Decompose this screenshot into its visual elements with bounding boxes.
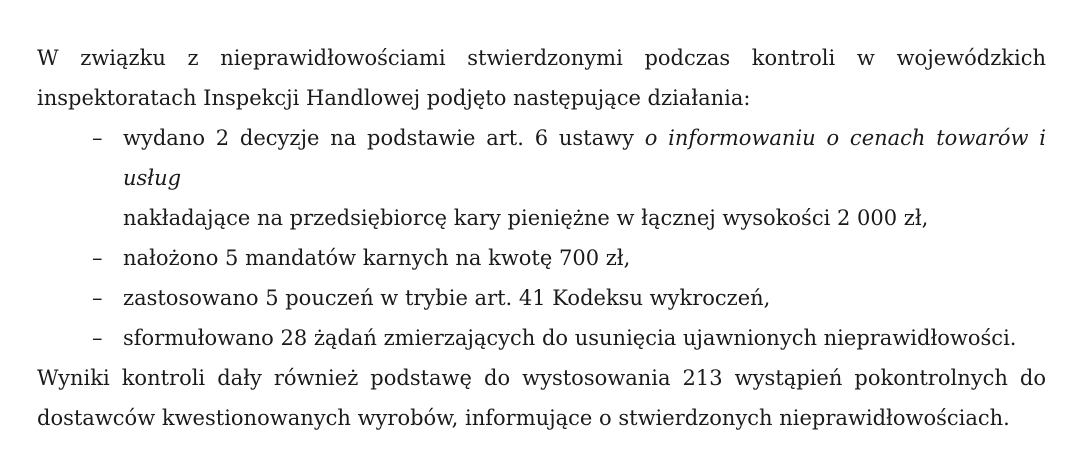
list-item-cautions-text: zastosowano 5 pouczeń w trybie art. 41 Kodeksu wykroczeń, [123,286,771,310]
intro-paragraph [37,38,1046,118]
list-item-demands-text: sformułowano 28 żądań zmierzających do usunięcia ujawnionych nieprawidłowości. [123,326,1017,350]
list-item-decisions [37,118,1046,238]
dash-bullet-icon: – [92,246,103,270]
list-item-decisions-text: wydano 2 decyzje na podstawie art. 6 ustawy [123,126,645,150]
intro-paragraph-line-1: W związku z nieprawidłowościami stwierdzonymi podczas kontroli w wojewódzkich [37,46,1046,70]
dash-bullet-icon: – [92,126,103,150]
intro-paragraph-line-2: inspektoratach Inspekcji Handlowej podjęto następujące działania: [37,86,751,110]
list-item-decisions-line-1 [123,118,1046,198]
list-item-fines [37,238,1046,278]
list-item-fines-text: nałożono 5 mandatów karnych na kwotę 700 zł, [123,246,631,270]
list-item-decisions-act-title-italic: o informowaniu o cenach towarów i usług [123,126,1046,190]
list-item-cautions [37,278,1046,318]
closing-paragraph-line-2: dostawców kwestionowanych wyrobów, informujące o stwierdzonych nieprawidłowościach. [37,406,1010,430]
closing-paragraph-line-1: Wyniki kontroli dały również podstawę do wystosowania 213 wystąpień pokontrolnych do [37,366,1046,390]
list-item-demands [37,318,1046,358]
closing-paragraph [37,358,1046,438]
actions-bullet-list [37,118,1046,358]
list-item-decisions-line-2: nakładające na przedsiębiorcę kary pieniężne w łącznej wysokości 2 000 zł, [123,206,929,230]
dash-bullet-icon: – [92,286,103,310]
dash-bullet-icon: – [92,326,103,350]
